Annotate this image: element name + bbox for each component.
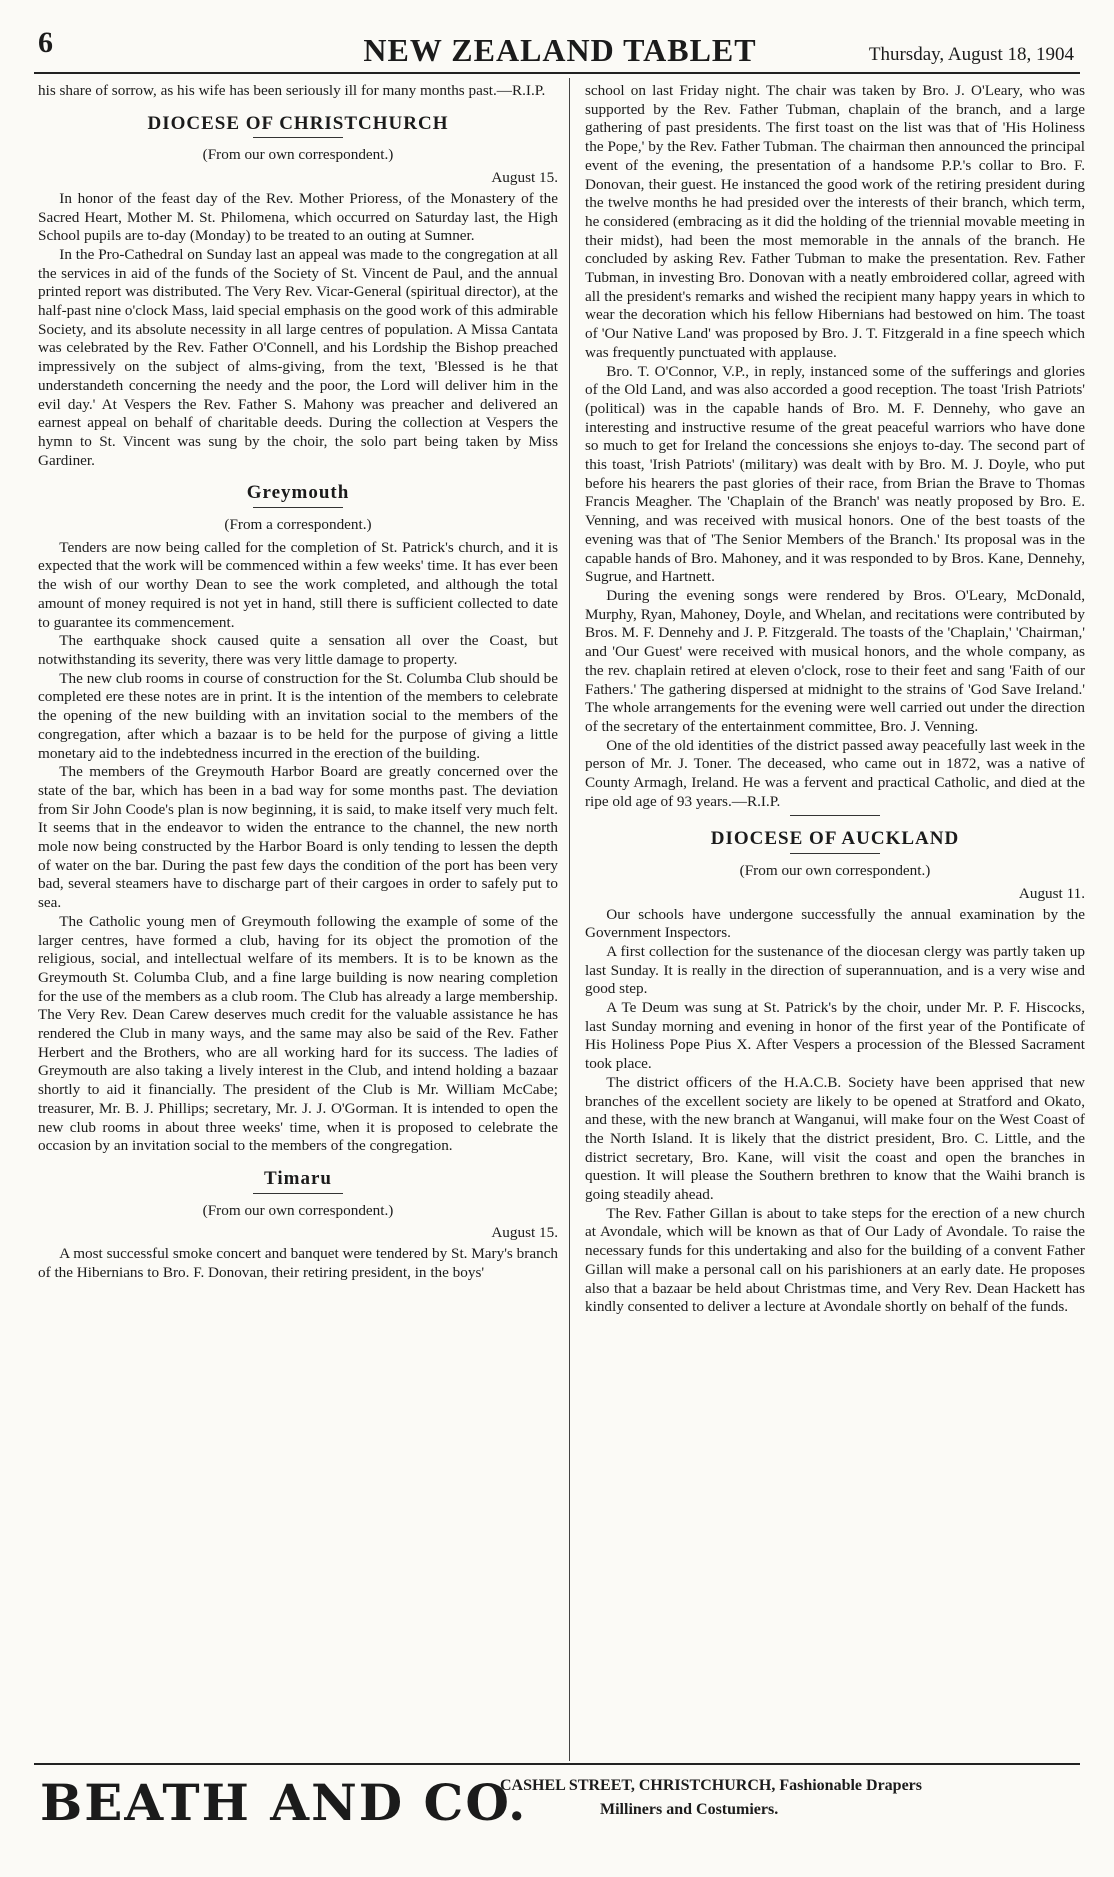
christchurch-byline: (From our own correspondent.) <box>202 146 394 164</box>
greymouth-byline: (From a correspondent.) <box>224 516 372 534</box>
header-rule <box>34 72 1080 74</box>
christchurch-paragraph: In the Pro-Cathedral on Sunday last an appeal was made to the congregation at all the services in aid of the funds of the Society of St. Vincent de Paul, and the annual printed report was distributed. The Very Rev. Vicar-General (spiritual director), at the half-past nine o'clock Mass, laid special emphasis on the good work of this admirable Society, and its absolute necessity in all large centres of population. A Missa Cantata was celebrated by the Rev. Father O'Connell, and his Lordship the Bishop preached impressively on the subject of alms-giving, from the text, 'Blessed is he that understandeth concerning the needy and the poor, the Lord will deliver him in the evil day.' At Vespers the Rev. Father S. Mahony was preacher and delivered an earnest appeal on behalf of charitable deeds. During the collection at Vespers the hymn to St. Vincent was sung by the choir, the solo part being taken by Miss Gardiner. <box>38 245 558 469</box>
greymouth-heading: Greymouth <box>246 482 350 504</box>
advertiser-name: BEATH AND CO. <box>40 1773 528 1832</box>
auckland-byline: (From our own correspondent.) <box>739 862 931 880</box>
timaru-continued-paragraph: During the evening songs were rendered by Bros. O'Leary, McDonald, Murphy, Ryan, Mahoney, Doyle, and Whelan, and recitations were contributed by Bros. M. F. Dennehy and J. P. Fitzgerald. The toasts of the 'Chaplain,' 'Chairman,' and 'Our Guest' were received with musical honors, and the whole company, as the rev. chaplain retired at eleven o'clock, rose to their feet and sang 'Faith of our Fathers.' The gathering dispersed at midnight to the strains of 'God Save Ireland.' The whole arrangements for the evening were well carried out under the direction of the secretary of the entertainment committee, Bro. J. Venning. <box>585 586 1085 735</box>
timaru-date: August 15. <box>491 1224 558 1242</box>
intro-paragraph: his share of sorrow, as his wife has been seriously ill for many months past.—R.I.P. <box>38 82 546 99</box>
auckland-paragraph: The district officers of the H.A.C.B. Society have been apprised that new branches of the excellent society are likely to be opened at Stratford and Okato, and these, with the new branch at Wanganui, will make four on the West Coast of the North Island. It is likely that the district president, Bro. C. Little, and the district secretary, Bro. Kane, will visit the coast and open the branches in question. It will please the Southern brethren to know that the Waihi branch is going steadily ahead. <box>585 1073 1085 1204</box>
greymouth-paragraph: Tenders are now being called for the completion of St. Patrick's church, and it is expected that the work will be commenced within a few weeks' time. It has ever been the wish of our worthy Dean to see the work completed, and although the total amount of money required is not yet in hand, still there is sufficient collected to date to guarantee its commencement. <box>38 538 558 631</box>
advertiser-trade: Milliners and Costumiers. <box>600 1801 779 1818</box>
greymouth-paragraph: The members of the Greymouth Harbor Board are greatly concerned over the state of the bar, which has been in a bad way for some months past. The deviation from Sir John Coode's plan is now beginning, it is said, to make itself very much felt. It seems that in the endeavor to widen the entrance to the channel, the new north mole now being constructed by the Harbor Board is only tending to lessen the depth of water on the bar. During the past few days the condition of the port has been very bad, several steamers have to discharge part of their cargoes in order to safely put to sea. <box>38 763 558 912</box>
publication-title: NEW ZEALAND TABLET <box>363 32 757 68</box>
column-divider <box>569 78 570 1761</box>
section-rule <box>790 815 880 816</box>
footer-rule <box>34 1763 1080 1765</box>
auckland-paragraph: The Rev. Father Gillan is about to take steps for the erection of a new church at Avondale, which will be known as that of Our Lady of Avondale. To raise the necessary funds for this undertaking and also for the building of a convent Father Gillan will make a personal call on his parishioners at an early date. He proposes also that a bazaar be held about Christmas time, and Very Rev. Dean Hackett has kindly consented to deliver a lecture at Avondale shortly on behalf of the funds. <box>585 1204 1085 1316</box>
page-number: 6 <box>38 26 53 59</box>
section-rule <box>790 853 880 854</box>
timaru-continued-paragraph: Bro. T. O'Connor, V.P., in reply, instanced some of the sufferings and glories of the Old Land, and was also accorded a good reception. The toast 'Irish Patriots' (political) was in the capable hands of Bro. M. F. Dennehy, who gave an interesting and instructive resume of the great peaceful warriors who have done so much to get for Ireland the concessions she enjoys to-day. The second part of this toast, 'Irish Patriots' (military) was dealt with by Bro. M. J. Doyle, who put before his hearers the past glories of their race, from Brian the Brave to Thomas Francis Meagher. The 'Chaplain of the Branch' was neatly proposed by Bro. E. Venning, and was received with musical honors. One of the best toasts of the evening was that of 'The Senior Members of the Branch.' Its proposal was in the capable hands of Bro. Mahoney, and it was responded to by Bros. Kane, Dennehy, Sugrue, and Hartnett. <box>585 362 1085 586</box>
advertisement-footer <box>0 1763 1114 1877</box>
christchurch-date: August 15. <box>491 169 558 187</box>
auckland-heading: DIOCESE OF AUCKLAND <box>710 828 960 850</box>
timaru-continued-paragraph: school on last Friday night. The chair was taken by Bro. J. O'Leary, who was supported by the Rev. Father Tubman, chaplain of the branch, and a large gathering of past presidents. The first toast on the list was that of 'His Holiness the Pope,' by the Rev. Father Tubman. The chairman then announced the principal event of the evening, the presentation of a handsome P.P.'s collar to Bro. F. Donovan, their guest. He instanced the good work of the retiring president during the twelve months he had presided over the interests of their branch, which term, he considered (embracing as it did the holding of the triennial movable meeting in their midst), had been the most memorable in the annals of the branch. He concluded by asking Rev. Father Tubman to make the presentation. Rev. Father Tubman, in investing Bro. Donovan with a neatly embroidered collar, agreed with all the president's remarks and wished the recipient many happy years in which to wear the decoration which his fellow Hibernians had bestowed on him. The toast of 'Our Native Land' was proposed by Bro. J. T. Fitzgerald in a fine speech which was frequently punctuated with applause. <box>585 82 1085 361</box>
auckland-paragraph: A first collection for the sustenance of the diocesan clergy was partly taken up last Sunday. It is really in the direction of superannuation, and is a very wise and good step. <box>585 942 1085 998</box>
masthead <box>0 0 1114 72</box>
auckland-paragraph: A Te Deum was sung at St. Patrick's by the choir, under Mr. P. F. Hiscocks, last Sunday morning and evening in honor of the first year of the Pontificate of His Holiness Pope Pius X. After Vespers a procession of the Blessed Sacrament took place. <box>585 999 1085 1073</box>
right-column <box>585 82 1085 1317</box>
christchurch-paragraph: In honor of the feast day of the Rev. Mother Prioress, of the Monastery of the Sacred Heart, Mother M. St. Philomena, which occurred on Saturday last, the High School pupils are to-day (Monday) to be treated to an outing at Sumner. <box>38 189 558 245</box>
timaru-byline: (From our own correspondent.) <box>202 1201 394 1219</box>
auckland-date: August 11. <box>1018 884 1085 902</box>
section-rule <box>253 1193 343 1194</box>
auckland-paragraph: Our schools have undergone successfully the annual examination by the Government Inspectors. <box>585 905 1085 942</box>
greymouth-paragraph: The Catholic young men of Greymouth following the example of some of the larger centres, have formed a club, having for its object the promotion of the religious, social, and intellectual welfare of its members. It is to be known as the Greymouth St. Columba Club, and a fine large building is now nearing completion for the use of the members as a club room. The Club has already a large membership. The Very Rev. Dean Carew deserves much credit for the valuable assistance he has rendered the Club in many ways, and the same may also be said of the Rev. Father Herbert and the Brothers, who are all working hard for its success. The ladies of Greymouth are also taking a lively interest in the Club, and intend holding a bazaar shortly to aid it financially. The president of the Club is Mr. William McCabe; treasurer, Mr. B. J. Phillips; secretary, Mr. J. J. O'Gorman. It is intended to open the new club rooms in about three weeks' time, when it is proposed to celebrate the occasion by an invitation social to the members of the congregation. <box>38 912 558 1155</box>
christchurch-heading: DIOCESE OF CHRISTCHURCH <box>147 112 449 134</box>
greymouth-paragraph: The new club rooms in course of construction for the St. Columba Club should be completed ere these notes are in print. It is the intention of the members to celebrate the opening of the new building with an invitation social to the members of the congregation, after which a bazaar is to be held for the purpose of giving a little monetary aid to the indebtedness incurred in the erection of the building. <box>38 669 558 762</box>
advertiser-address: CASHEL STREET, CHRISTCHURCH, Fashionable Drapers <box>500 1777 922 1794</box>
issue-date: Thursday, August 18, 1904 <box>868 44 1074 65</box>
left-column <box>38 82 558 1282</box>
timaru-paragraph: A most successful smoke concert and banquet were tendered by St. Mary's branch of the Hibernians to Bro. F. Donovan, their retiring president, in the boys' <box>38 1245 558 1281</box>
timaru-continued-paragraph: One of the old identities of the district passed away peacefully last week in the person of Mr. J. Toner. The deceased, who came out in 1872, was a native of County Armagh, Ireland. He was a fervent and practical Catholic, and died at the ripe old age of 93 years.—R.I.P. <box>585 736 1085 810</box>
timaru-heading: Timaru <box>264 1167 332 1189</box>
greymouth-paragraph: The earthquake shock caused quite a sensation all over the Coast, but notwithstanding its severity, there was very little damage to property. <box>38 632 558 668</box>
section-rule <box>253 507 343 508</box>
section-rule <box>253 137 343 138</box>
